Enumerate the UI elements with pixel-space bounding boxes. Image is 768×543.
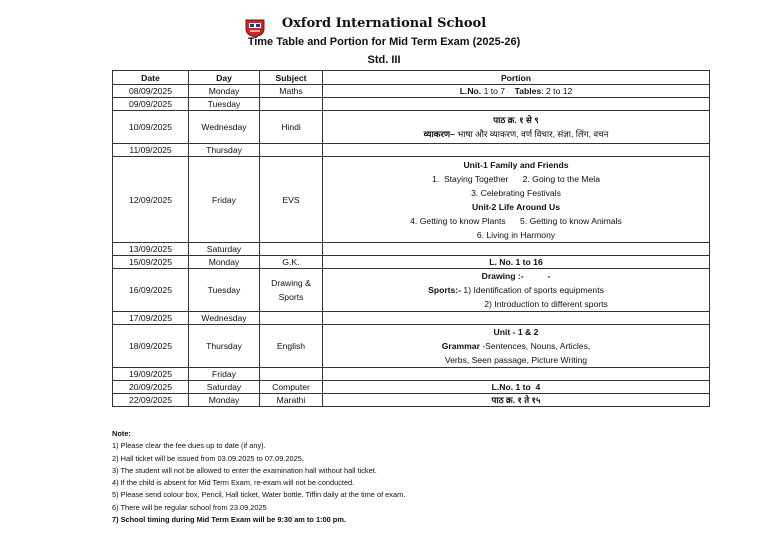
portion-line: 3. Celebrating Festivals <box>471 187 561 198</box>
std-label: Std. III <box>367 54 401 66</box>
portion-cell <box>323 243 710 256</box>
date-cell: 08/09/2025 <box>113 85 189 98</box>
table-row <box>113 269 710 312</box>
subject-cell <box>260 243 323 256</box>
note-item: 7) School timing during Mid Term Exam will be 9:30 am to 1:00 pm. <box>112 515 346 525</box>
subject-cell: Maths <box>260 85 323 98</box>
date-cell: 19/09/2025 <box>113 368 189 381</box>
date-cell: 13/09/2025 <box>113 243 189 256</box>
day-cell: Wednesday <box>189 312 260 325</box>
subject-cell: Marathi <box>260 394 323 407</box>
column-header-day: Day <box>189 71 260 85</box>
table-row <box>113 144 710 157</box>
day-cell: Friday <box>189 157 260 243</box>
portion-line: 2) Introduction to different sports <box>484 299 608 309</box>
portion-cell <box>323 325 710 368</box>
portion-line: Unit-2 Life Around Us <box>471 201 560 212</box>
portion-text: -Sentences, Nouns, Articles, <box>479 341 591 351</box>
subject-cell: G.K. <box>260 256 323 269</box>
subject-cell <box>260 368 323 381</box>
portion-cell <box>323 368 710 381</box>
subject-cell <box>260 269 323 312</box>
note-item: 1) Please clear the fee dues up to date (if any). <box>112 441 266 451</box>
day-cell: Tuesday <box>189 269 260 312</box>
table-row <box>113 368 710 381</box>
table-row <box>113 312 710 325</box>
portion-cell: L. No. 1 to 16 <box>323 256 710 269</box>
date-cell: 20/09/2025 <box>113 381 189 394</box>
column-header-date: Date <box>113 71 189 85</box>
day-cell: Wednesday <box>189 111 260 144</box>
portion-line: 1. Staying Together 2. Going to the Mela <box>432 173 600 184</box>
portion-text: : 2 to 12 <box>541 86 573 96</box>
school-name: Oxford International School <box>281 16 487 31</box>
portion-text: 1 to 7 <box>481 86 515 96</box>
portion-cell <box>323 157 710 243</box>
date-cell: 17/09/2025 <box>113 312 189 325</box>
portion-text: भाषा और व्याकरण, वर्ण विचार, संज्ञा, लिंग, वचन <box>454 129 609 139</box>
day-cell: Friday <box>189 368 260 381</box>
portion-line: Drawing :- - <box>481 271 551 281</box>
table-row <box>113 85 710 98</box>
day-cell: Monday <box>189 394 260 407</box>
portion-line <box>326 127 706 141</box>
table-row <box>113 98 710 111</box>
portion-line: Verbs, Seen passage, Picture Writing <box>444 355 588 365</box>
portion-label: Tables <box>514 86 542 96</box>
date-cell: 11/09/2025 <box>113 144 189 157</box>
table-row <box>113 111 710 144</box>
day-cell: Tuesday <box>189 98 260 111</box>
portion-line: 6. Living in Harmony <box>476 229 556 240</box>
portion-line: Unit-1 Family and Friends <box>463 159 569 170</box>
subject-cell <box>260 144 323 157</box>
portion-line <box>326 283 706 297</box>
date-cell: 10/09/2025 <box>113 111 189 144</box>
page-subtitle: Time Table and Portion for Mid Term Exam (2025-26) <box>247 36 521 48</box>
subject-cell: Computer <box>260 381 323 394</box>
note-item: 4) If the child is absent for Mid Term Exam, re-exam will not be conducted. <box>112 478 355 488</box>
notes-section <box>112 428 405 526</box>
portion-cell <box>323 111 710 144</box>
portion-line <box>326 339 706 353</box>
subject-line: Sports <box>278 292 304 302</box>
portion-label: व्याकरण– <box>423 129 455 139</box>
note-item: 6) There will be regular school from 23.09.2025 <box>112 502 267 512</box>
column-header-subject: Subject <box>260 71 323 85</box>
day-cell: Thursday <box>189 325 260 368</box>
timetable <box>112 70 710 407</box>
day-cell: Thursday <box>189 144 260 157</box>
table-row <box>113 325 710 368</box>
portion-label: Grammar <box>441 341 480 351</box>
portion-line: Unit - 1 & 2 <box>493 327 539 337</box>
portion-line: पाठ क्र. १ से ९ <box>493 115 539 125</box>
note-item: 5) Please send colour box, Pencil, Hall ticket, Water bottle, Tiffin daily at the time of exam. <box>112 490 406 500</box>
notes-title: Note: <box>112 429 131 438</box>
portion-cell <box>323 312 710 325</box>
portion-cell: L.No. 1 to 4 <box>323 381 710 394</box>
portion-text: 1) Identification of sports equipments <box>461 285 604 295</box>
table-header-row <box>113 71 710 85</box>
table-row <box>113 381 710 394</box>
date-cell: 22/09/2025 <box>113 394 189 407</box>
subject-cell <box>260 98 323 111</box>
note-item: 2) Hall ticket will be issued from 03.09.2025 to 07.09.2025. <box>112 453 304 463</box>
day-cell: Saturday <box>189 381 260 394</box>
subject-cell: English <box>260 325 323 368</box>
note-item: 3) The student will not be allowed to enter the examination hall without hall ticket. <box>112 465 377 475</box>
day-cell: Monday <box>189 85 260 98</box>
portion-cell <box>323 85 710 98</box>
subject-cell: EVS <box>260 157 323 243</box>
subject-cell: Hindi <box>260 111 323 144</box>
table-row <box>113 256 710 269</box>
day-cell: Saturday <box>189 243 260 256</box>
portion-cell <box>323 144 710 157</box>
date-cell: 09/09/2025 <box>113 98 189 111</box>
date-cell: 12/09/2025 <box>113 157 189 243</box>
portion-cell <box>323 269 710 312</box>
column-header-portion: Portion <box>323 71 710 85</box>
portion-label: Sports:- <box>428 285 462 295</box>
date-cell: 18/09/2025 <box>113 325 189 368</box>
portion-line: 4. Getting to know Plants 5. Getting to know Animals <box>410 215 622 226</box>
table-row <box>113 157 710 243</box>
date-cell: 15/09/2025 <box>113 256 189 269</box>
day-cell: Monday <box>189 256 260 269</box>
portion-cell: पाठ क्र. १ ते १५ <box>323 394 710 407</box>
subject-cell <box>260 312 323 325</box>
portion-label: L.No. <box>459 86 482 96</box>
table-row <box>113 243 710 256</box>
date-cell: 16/09/2025 <box>113 269 189 312</box>
table-row <box>113 394 710 407</box>
subject-line: Drawing & <box>271 278 311 288</box>
portion-cell <box>323 98 710 111</box>
